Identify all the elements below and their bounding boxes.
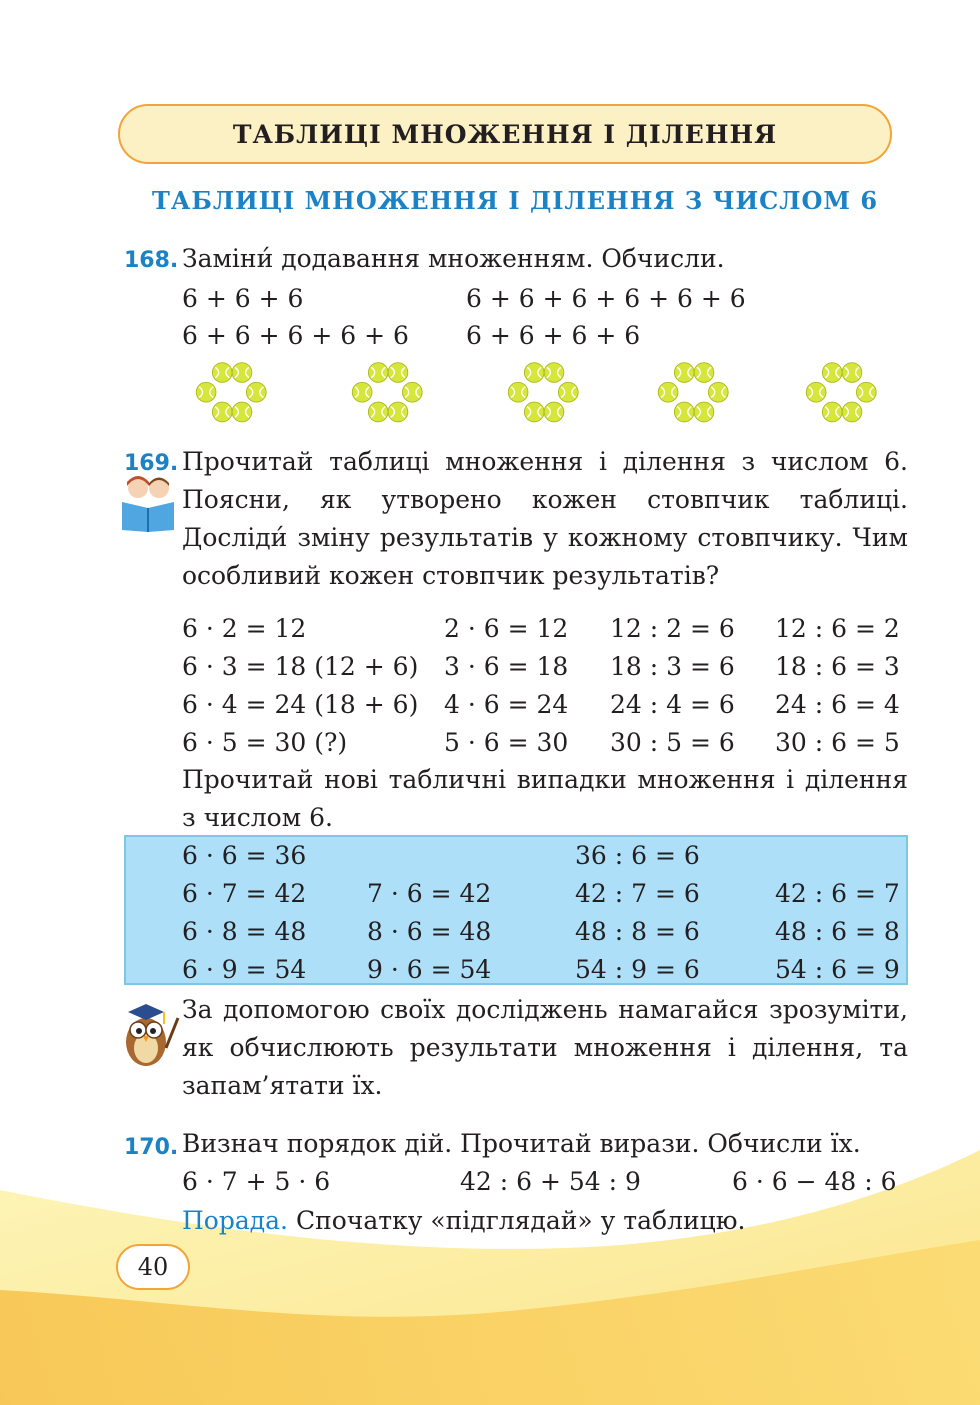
table-169-cell-r4-c3: 30 : 5 = 6: [610, 728, 735, 757]
table-new-cell-r3-c3: 48 : 8 = 6: [575, 917, 700, 946]
topic-subtitle: ТАБЛИЦІ МНОЖЕННЯ І ДІЛЕННЯ З ЧИСЛОМ 6: [151, 186, 879, 215]
table-169-cell-r2-c2: 3 · 6 = 18: [444, 652, 569, 681]
task-169-text: Прочитай таблиці множення і ділення з числом 6. Поясни, як утворено кожен стовпчик таблиці. Досліди́ зміну результатів у кожному стовпчику. Чим особливий кожен стовпчик результатів?: [182, 447, 908, 590]
task-169-number: 169.: [124, 451, 179, 476]
tennis-ball-icon: [694, 363, 714, 383]
ball-group-5: [800, 356, 886, 432]
tennis-ball-icon: [544, 363, 564, 383]
table-169-cell-r1-c4: 12 : 6 = 2: [775, 614, 900, 643]
table-169-cell-r3-c1: 6 · 4 = 24 (18 + 6): [182, 690, 419, 719]
hint-text: Спочатку «підглядай» у таблицю.: [288, 1206, 746, 1235]
ball-group-2: [346, 356, 432, 432]
table-new-cell-r2-c2: 7 · 6 = 42: [367, 879, 492, 908]
ball-group-3: [502, 356, 588, 432]
tennis-ball-icon: [856, 382, 876, 402]
table-169-cell-r3-c3: 24 : 4 = 6: [610, 690, 735, 719]
tennis-ball-icon: [232, 363, 252, 383]
table-new-cell-r1-c1: 6 · 6 = 36: [182, 841, 307, 870]
task-170-expr-3: 6 · 6 − 48 : 6: [732, 1167, 897, 1196]
owl-tip-text: За допомогою своїх досліджень намагайся зрозуміти, як обчислюють результати множення і ділення, та запам’ятати їх.: [182, 995, 908, 1100]
task-170-expr-1: 6 · 7 + 5 · 6: [182, 1167, 331, 1196]
tennis-ball-icon: [842, 363, 862, 383]
tennis-ball-icon: [674, 402, 694, 422]
task-170-text: Визнач порядок дій. Прочитай вирази. Обчисли їх.: [182, 1129, 861, 1158]
table-169-cell-r3-c2: 4 · 6 = 24: [444, 690, 569, 719]
section-header: [118, 104, 892, 164]
tennis-ball-icon: [212, 363, 232, 383]
table-169-cell-r1-c1: 6 · 2 = 12: [182, 614, 307, 643]
tennis-ball-icon: [352, 382, 372, 402]
tennis-ball-icon: [822, 363, 842, 383]
tennis-ball-icon: [368, 402, 388, 422]
task-168-expr-2: 6 + 6 + 6 + 6 + 6 + 6: [466, 284, 746, 313]
children-reading-icon: [118, 472, 178, 532]
tennis-ball-icon: [708, 382, 728, 402]
task-168-expr-4: 6 + 6 + 6 + 6: [466, 321, 641, 350]
page-number: 40: [137, 1253, 169, 1281]
tennis-ball-icon: [196, 382, 216, 402]
owl-teacher-icon: [116, 998, 182, 1070]
table-new-cell-r4-c2: 9 · 6 = 54: [367, 955, 492, 984]
task-168-text: Заміни́ додавання множенням. Обчисли.: [182, 244, 725, 273]
task-168-expr-1: 6 + 6 + 6: [182, 284, 304, 313]
tennis-ball-icon: [402, 382, 422, 402]
table-169-cell-r1-c3: 12 : 2 = 6: [610, 614, 735, 643]
section-title: ТАБЛИЦІ МНОЖЕННЯ І ДІЛЕННЯ: [232, 119, 778, 149]
table-new-cell-r4-c1: 6 · 9 = 54: [182, 955, 307, 984]
page-number-badge: [116, 1244, 190, 1290]
tennis-ball-icon: [842, 402, 862, 422]
tennis-ball-icon: [544, 402, 564, 422]
tennis-ball-icon: [694, 402, 714, 422]
tennis-ball-icon: [822, 402, 842, 422]
tennis-ball-icon: [368, 363, 388, 383]
table-new-cell-r4-c3: 54 : 9 = 6: [575, 955, 700, 984]
tennis-ball-icon: [674, 363, 694, 383]
tennis-ball-icon: [524, 402, 544, 422]
table-169-cell-r4-c1: 6 · 5 = 30 (?): [182, 728, 348, 757]
tennis-ball-icon: [524, 363, 544, 383]
tennis-ball-icon: [388, 402, 408, 422]
table-new-cell-r1-c3: 36 : 6 = 6: [575, 841, 700, 870]
ball-group-4: [652, 356, 738, 432]
table-169-cell-r1-c2: 2 · 6 = 12: [444, 614, 569, 643]
table-new-cell-r3-c4: 48 : 6 = 8: [775, 917, 900, 946]
tennis-ball-icon: [212, 402, 232, 422]
task-169-new-cases-text: Прочитай нові табличні випадки множення і ділення з числом 6.: [182, 765, 908, 832]
tennis-ball-icon: [246, 382, 266, 402]
task-168-number: 168.: [124, 248, 179, 273]
task-168-expr-3: 6 + 6 + 6 + 6 + 6: [182, 321, 409, 350]
tennis-ball-icon: [388, 363, 408, 383]
table-169-cell-r2-c4: 18 : 6 = 3: [775, 652, 900, 681]
table-new-cell-r2-c4: 42 : 6 = 7: [775, 879, 900, 908]
table-169-cell-r3-c4: 24 : 6 = 4: [775, 690, 900, 719]
tennis-ball-icon: [508, 382, 528, 402]
table-new-cell-r2-c3: 42 : 7 = 6: [575, 879, 700, 908]
table-169-cell-r2-c1: 6 · 3 = 18 (12 + 6): [182, 652, 419, 681]
tennis-ball-icon: [806, 382, 826, 402]
tennis-ball-icon: [232, 402, 252, 422]
ball-group-1: [190, 356, 276, 432]
task-170-expr-2: 42 : 6 + 54 : 9: [460, 1167, 641, 1196]
table-169-cell-r2-c3: 18 : 3 = 6: [610, 652, 735, 681]
hint-label: Порада.: [182, 1206, 289, 1235]
tennis-ball-icon: [658, 382, 678, 402]
table-new-cell-r3-c2: 8 · 6 = 48: [367, 917, 492, 946]
table-new-cell-r2-c1: 6 · 7 = 42: [182, 879, 307, 908]
table-169-cell-r4-c2: 5 · 6 = 30: [444, 728, 569, 757]
table-169-cell-r4-c4: 30 : 6 = 5: [775, 728, 900, 757]
tennis-ball-icon: [558, 382, 578, 402]
task-170-hint: [182, 1206, 745, 1235]
table-new-cell-r3-c1: 6 · 8 = 48: [182, 917, 307, 946]
table-new-cell-r4-c4: 54 : 6 = 9: [775, 955, 900, 984]
task-170-number: 170.: [124, 1135, 179, 1160]
